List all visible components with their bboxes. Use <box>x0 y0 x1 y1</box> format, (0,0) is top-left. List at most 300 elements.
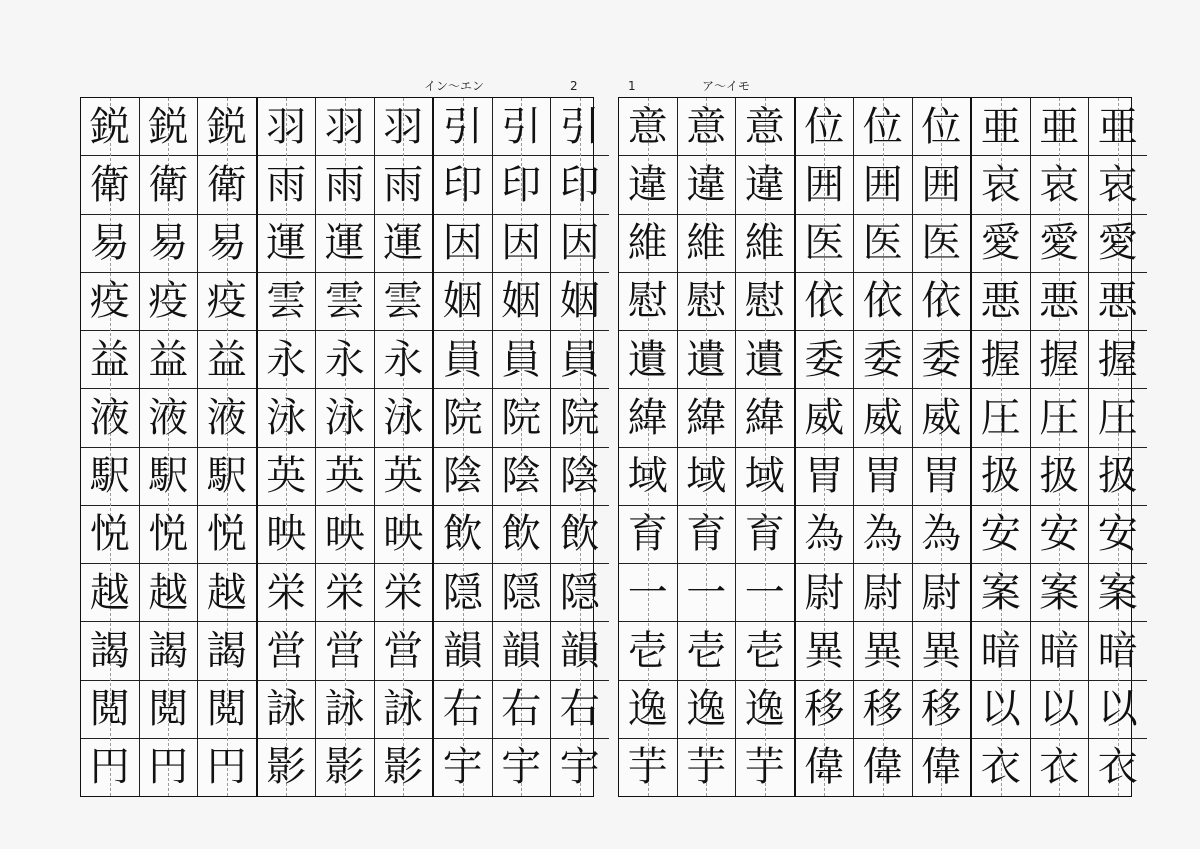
kanji-character: 為 <box>862 511 903 558</box>
practice-cell <box>1089 563 1147 621</box>
left-practice-page <box>80 97 600 797</box>
practice-cell <box>551 447 609 505</box>
practice-cell <box>493 447 551 505</box>
practice-cell <box>913 447 971 505</box>
practice-cell <box>198 214 256 272</box>
kanji-character: 泳 <box>266 394 307 441</box>
practice-cell <box>81 330 139 388</box>
kanji-character: 雲 <box>266 278 307 325</box>
practice-cell <box>375 214 433 272</box>
practice-cell <box>796 505 854 563</box>
practice-cell <box>198 447 256 505</box>
kanji-character: 一 <box>627 569 668 616</box>
kanji-character: 英 <box>324 453 365 500</box>
kanji-character: 医 <box>862 220 903 267</box>
kanji-character: 疫 <box>206 278 247 325</box>
practice-cell <box>1089 738 1147 796</box>
practice-cell <box>493 680 551 738</box>
kanji-character: 悦 <box>148 511 189 558</box>
practice-cell <box>316 214 374 272</box>
practice-cell <box>258 621 316 679</box>
practice-cell <box>375 98 433 155</box>
practice-cell <box>913 98 971 155</box>
kanji-character: 逸 <box>686 686 727 733</box>
practice-cell <box>913 330 971 388</box>
kanji-character: 位 <box>862 103 903 150</box>
practice-cell <box>854 563 912 621</box>
practice-cell <box>258 505 316 563</box>
kanji-character: 違 <box>627 161 668 208</box>
kanji-character: 影 <box>383 744 424 791</box>
kanji-character: 域 <box>627 453 668 500</box>
kanji-character: 医 <box>804 220 845 267</box>
practice-cell <box>81 155 139 213</box>
practice-cell <box>1089 330 1147 388</box>
kanji-character: 韻 <box>559 627 600 674</box>
kanji-character: 位 <box>921 103 962 150</box>
kanji-character: 囲 <box>921 161 962 208</box>
kanji-character: 意 <box>627 103 668 150</box>
practice-cell <box>198 563 256 621</box>
kanji-character: 逸 <box>744 686 785 733</box>
practice-cell <box>140 563 198 621</box>
practice-cell <box>854 505 912 563</box>
practice-cell <box>140 330 198 388</box>
header-left-page-number: 2 <box>570 79 578 93</box>
kanji-character: 芋 <box>627 744 668 791</box>
kanji-character: 愛 <box>1039 220 1080 267</box>
practice-cell <box>258 272 316 330</box>
kanji-character: 異 <box>921 627 962 674</box>
kanji-character: 為 <box>921 511 962 558</box>
practice-cell <box>854 155 912 213</box>
header-left-title: イン〜エン <box>424 79 485 93</box>
practice-cell <box>551 680 609 738</box>
kanji-character: 芋 <box>744 744 785 791</box>
practice-cell <box>198 272 256 330</box>
practice-cell <box>434 738 492 796</box>
practice-cell <box>796 330 854 388</box>
kanji-character: 隠 <box>559 569 600 616</box>
kanji-character: 鋭 <box>89 103 130 150</box>
kanji-character: 益 <box>206 336 247 383</box>
kanji-character: 尉 <box>921 569 962 616</box>
kanji-character: 営 <box>266 627 307 674</box>
practice-cell <box>493 214 551 272</box>
practice-cell <box>375 738 433 796</box>
kanji-character: 宇 <box>559 744 600 791</box>
kanji-character: 悪 <box>1039 278 1080 325</box>
practice-cell <box>796 680 854 738</box>
practice-cell <box>493 155 551 213</box>
kanji-character: 液 <box>206 394 247 441</box>
kanji-character: 緯 <box>627 394 668 441</box>
practice-cell <box>434 447 492 505</box>
practice-cell <box>140 505 198 563</box>
kanji-character: 握 <box>1097 336 1138 383</box>
kanji-character: 院 <box>559 394 600 441</box>
practice-cell <box>1089 155 1147 213</box>
practice-cell <box>140 447 198 505</box>
kanji-character: 越 <box>206 569 247 616</box>
kanji-character: 飲 <box>442 511 483 558</box>
practice-cell <box>678 680 736 738</box>
kanji-character: 謁 <box>148 627 189 674</box>
kanji-character: 隠 <box>501 569 542 616</box>
kanji-character: 異 <box>862 627 903 674</box>
practice-cell <box>140 155 198 213</box>
kanji-character: 右 <box>501 686 542 733</box>
practice-cell <box>375 272 433 330</box>
kanji-character: 移 <box>862 686 903 733</box>
kanji-character: 越 <box>89 569 130 616</box>
practice-cell <box>1089 272 1147 330</box>
practice-cell <box>678 155 736 213</box>
kanji-character: 因 <box>501 220 542 267</box>
kanji-character: 亜 <box>1039 103 1080 150</box>
kanji-character: 員 <box>559 336 600 383</box>
practice-column <box>912 98 971 796</box>
kanji-character: 羽 <box>266 103 307 150</box>
kanji-character: 遺 <box>686 336 727 383</box>
kanji-character: 永 <box>324 336 365 383</box>
practice-cell <box>258 330 316 388</box>
kanji-character: 悦 <box>206 511 247 558</box>
kanji-character: 駅 <box>89 453 130 500</box>
practice-cell <box>551 505 609 563</box>
practice-cell <box>854 680 912 738</box>
kanji-character: 引 <box>559 103 600 150</box>
practice-cell <box>375 330 433 388</box>
practice-cell <box>493 98 551 155</box>
practice-cell <box>796 214 854 272</box>
practice-cell <box>1089 98 1147 155</box>
kanji-character: 映 <box>324 511 365 558</box>
practice-cell <box>434 680 492 738</box>
practice-cell <box>1089 447 1147 505</box>
kanji-character: 姻 <box>559 278 600 325</box>
kanji-character: 詠 <box>383 686 424 733</box>
kanji-character: 液 <box>89 394 130 441</box>
kanji-character: 隠 <box>442 569 483 616</box>
practice-cell <box>198 505 256 563</box>
practice-cell <box>198 330 256 388</box>
kanji-character: 英 <box>266 453 307 500</box>
practice-column <box>853 98 912 796</box>
kanji-character: 依 <box>804 278 845 325</box>
kanji-character: 映 <box>383 511 424 558</box>
practice-cell <box>678 388 736 446</box>
practice-column <box>735 98 794 796</box>
kanji-character: 為 <box>804 511 845 558</box>
kanji-character: 泳 <box>383 394 424 441</box>
practice-cell <box>375 388 433 446</box>
kanji-character: 暗 <box>1097 627 1138 674</box>
practice-cell <box>972 621 1030 679</box>
practice-cell <box>198 388 256 446</box>
practice-cell <box>619 98 677 155</box>
kanji-character: 威 <box>862 394 903 441</box>
kanji-character: 安 <box>1039 511 1080 558</box>
practice-cell <box>81 98 139 155</box>
kanji-character: 圧 <box>980 394 1021 441</box>
practice-cell <box>854 738 912 796</box>
practice-cell <box>198 98 256 155</box>
practice-cell <box>375 155 433 213</box>
practice-cell <box>854 272 912 330</box>
practice-cell <box>140 272 198 330</box>
practice-cell <box>493 738 551 796</box>
practice-cell <box>81 621 139 679</box>
practice-cell <box>258 155 316 213</box>
practice-cell <box>1031 621 1089 679</box>
kanji-character: 雲 <box>324 278 365 325</box>
kanji-character: 遺 <box>627 336 668 383</box>
practice-cell <box>434 388 492 446</box>
practice-column <box>1030 98 1089 796</box>
kanji-character: 委 <box>804 336 845 383</box>
practice-cell <box>736 680 794 738</box>
kanji-character: 愛 <box>980 220 1021 267</box>
practice-cell <box>434 155 492 213</box>
kanji-character: 慰 <box>744 278 785 325</box>
kanji-character: 維 <box>744 220 785 267</box>
kanji-character: 扱 <box>1039 453 1080 500</box>
kanji-character: 域 <box>686 453 727 500</box>
practice-cell <box>140 621 198 679</box>
kanji-character: 哀 <box>980 161 1021 208</box>
practice-cell <box>913 680 971 738</box>
kanji-character: 韻 <box>442 627 483 674</box>
kanji-character: 一 <box>686 569 727 616</box>
kanji-character: 緯 <box>744 394 785 441</box>
practice-cell <box>198 680 256 738</box>
kanji-character: 芋 <box>686 744 727 791</box>
kanji-character: 違 <box>744 161 785 208</box>
practice-column <box>197 98 256 796</box>
practice-cell <box>551 98 609 155</box>
practice-cell <box>913 272 971 330</box>
practice-cell <box>375 505 433 563</box>
kanji-character: 遺 <box>744 336 785 383</box>
practice-column <box>492 98 551 796</box>
header-right-title: ア〜イモ <box>702 79 751 93</box>
kanji-character: 益 <box>89 336 130 383</box>
kanji-character: 胃 <box>862 453 903 500</box>
practice-cell <box>736 563 794 621</box>
kanji-character: 印 <box>442 161 483 208</box>
kanji-character: 維 <box>627 220 668 267</box>
kanji-character: 鋭 <box>206 103 247 150</box>
practice-cell <box>375 621 433 679</box>
kanji-character: 慰 <box>686 278 727 325</box>
kanji-character: 影 <box>266 744 307 791</box>
kanji-character: 永 <box>383 336 424 383</box>
kanji-character: 以 <box>1097 686 1138 733</box>
practice-cell <box>972 98 1030 155</box>
practice-cell <box>736 214 794 272</box>
kanji-character: 愛 <box>1097 220 1138 267</box>
practice-cell <box>854 214 912 272</box>
practice-cell <box>551 621 609 679</box>
kanji-character: 疫 <box>89 278 130 325</box>
practice-cell <box>551 388 609 446</box>
practice-cell <box>434 621 492 679</box>
kanji-character: 亜 <box>1097 103 1138 150</box>
practice-cell <box>81 680 139 738</box>
kanji-character: 域 <box>744 453 785 500</box>
practice-cell <box>1089 388 1147 446</box>
practice-cell <box>678 447 736 505</box>
kanji-character: 員 <box>501 336 542 383</box>
kanji-character: 羽 <box>383 103 424 150</box>
kanji-character: 尉 <box>862 569 903 616</box>
kanji-character: 衛 <box>206 161 247 208</box>
practice-cell <box>493 330 551 388</box>
practice-cell <box>258 563 316 621</box>
practice-cell <box>1031 505 1089 563</box>
practice-cell <box>316 330 374 388</box>
practice-block <box>81 98 256 796</box>
kanji-character: 委 <box>921 336 962 383</box>
practice-cell <box>619 621 677 679</box>
practice-cell <box>1089 680 1147 738</box>
practice-column <box>374 98 433 796</box>
kanji-character: 右 <box>559 686 600 733</box>
practice-cell <box>375 563 433 621</box>
practice-block <box>256 98 433 796</box>
practice-cell <box>678 505 736 563</box>
practice-cell <box>972 330 1030 388</box>
kanji-character: 運 <box>383 220 424 267</box>
kanji-character: 逸 <box>627 686 668 733</box>
practice-cell <box>140 98 198 155</box>
practice-cell <box>81 447 139 505</box>
kanji-character: 偉 <box>804 744 845 791</box>
kanji-character: 印 <box>501 161 542 208</box>
kanji-character: 威 <box>804 394 845 441</box>
practice-cell <box>375 680 433 738</box>
kanji-character: 案 <box>1097 569 1138 616</box>
practice-cell <box>736 505 794 563</box>
practice-cell <box>972 505 1030 563</box>
kanji-character: 引 <box>501 103 542 150</box>
practice-cell <box>81 505 139 563</box>
kanji-character: 一 <box>744 569 785 616</box>
kanji-character: 印 <box>559 161 600 208</box>
practice-cell <box>1031 272 1089 330</box>
kanji-character: 暗 <box>1039 627 1080 674</box>
kanji-character: 育 <box>686 511 727 558</box>
kanji-character: 院 <box>442 394 483 441</box>
kanji-character: 栄 <box>383 569 424 616</box>
kanji-character: 陰 <box>442 453 483 500</box>
practice-cell <box>198 738 256 796</box>
practice-cell <box>796 98 854 155</box>
kanji-character: 鋭 <box>148 103 189 150</box>
practice-cell <box>796 738 854 796</box>
kanji-character: 哀 <box>1039 161 1080 208</box>
practice-cell <box>854 330 912 388</box>
kanji-character: 雨 <box>266 161 307 208</box>
practice-column <box>677 98 736 796</box>
kanji-character: 扱 <box>1097 453 1138 500</box>
kanji-character: 詠 <box>324 686 365 733</box>
kanji-character: 扱 <box>980 453 1021 500</box>
practice-cell <box>736 388 794 446</box>
practice-cell <box>913 155 971 213</box>
kanji-character: 胃 <box>804 453 845 500</box>
practice-cell <box>619 563 677 621</box>
kanji-character: 違 <box>686 161 727 208</box>
kanji-character: 衣 <box>1097 744 1138 791</box>
practice-cell <box>81 388 139 446</box>
kanji-character: 異 <box>804 627 845 674</box>
practice-cell <box>619 272 677 330</box>
kanji-character: 以 <box>1039 686 1080 733</box>
kanji-character: 閲 <box>89 686 130 733</box>
kanji-character: 位 <box>804 103 845 150</box>
practice-cell <box>796 272 854 330</box>
practice-cell <box>1089 505 1147 563</box>
practice-cell <box>619 680 677 738</box>
practice-cell <box>619 214 677 272</box>
practice-cell <box>316 98 374 155</box>
practice-column <box>258 98 316 796</box>
kanji-character: 宇 <box>501 744 542 791</box>
practice-cell <box>1031 738 1089 796</box>
kanji-character: 姻 <box>501 278 542 325</box>
practice-cell <box>551 155 609 213</box>
kanji-character: 尉 <box>804 569 845 616</box>
kanji-character: 飲 <box>559 511 600 558</box>
practice-cell <box>1089 214 1147 272</box>
kanji-character: 案 <box>980 569 1021 616</box>
kanji-character: 維 <box>686 220 727 267</box>
kanji-character: 陰 <box>559 453 600 500</box>
kanji-character: 偉 <box>862 744 903 791</box>
practice-cell <box>736 330 794 388</box>
practice-cell <box>1031 447 1089 505</box>
kanji-character: 囲 <box>862 161 903 208</box>
kanji-character: 円 <box>206 744 247 791</box>
practice-column <box>619 98 677 796</box>
practice-cell <box>1089 621 1147 679</box>
kanji-character: 員 <box>442 336 483 383</box>
kanji-character: 胃 <box>921 453 962 500</box>
practice-cell <box>619 505 677 563</box>
kanji-character: 握 <box>1039 336 1080 383</box>
kanji-character: 栄 <box>266 569 307 616</box>
kanji-character: 握 <box>980 336 1021 383</box>
practice-cell <box>913 505 971 563</box>
practice-cell <box>375 447 433 505</box>
practice-cell <box>81 738 139 796</box>
kanji-character: 壱 <box>627 627 668 674</box>
kanji-character: 永 <box>266 336 307 383</box>
practice-cell <box>258 447 316 505</box>
practice-column <box>434 98 492 796</box>
practice-cell <box>316 272 374 330</box>
kanji-character: 囲 <box>804 161 845 208</box>
kanji-character: 引 <box>442 103 483 150</box>
kanji-character: 医 <box>921 220 962 267</box>
kanji-character: 栄 <box>324 569 365 616</box>
kanji-character: 案 <box>1039 569 1080 616</box>
practice-cell <box>81 214 139 272</box>
practice-cell <box>854 447 912 505</box>
kanji-character: 依 <box>862 278 903 325</box>
